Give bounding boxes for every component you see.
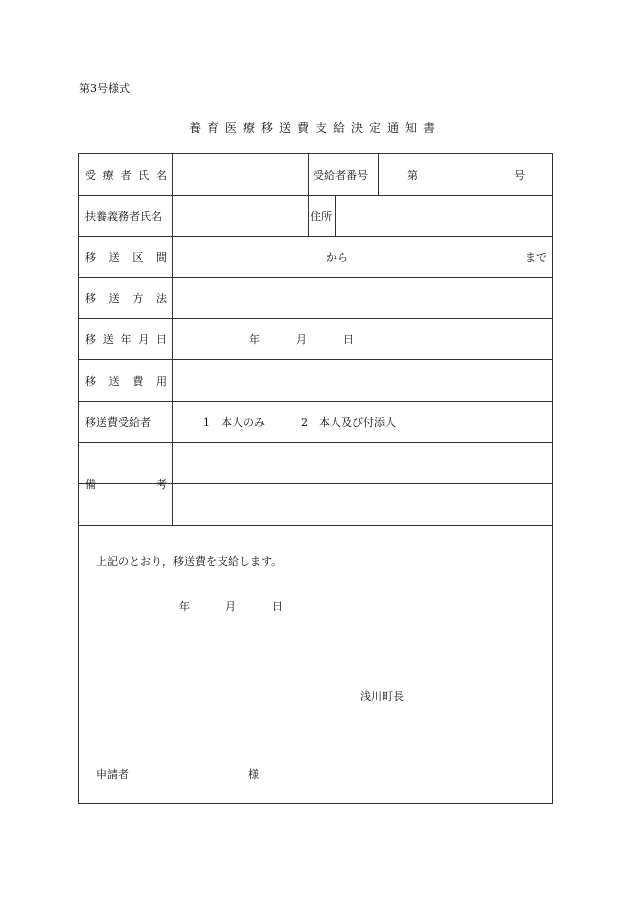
- label-transport-date: 移 送 年 月 日: [85, 333, 167, 346]
- transport-to-label: まで: [525, 251, 547, 264]
- label-column-divider: [172, 154, 173, 525]
- row-divider: [79, 442, 552, 443]
- form-table: [78, 153, 553, 804]
- row-divider: [79, 359, 552, 360]
- label-cost-recipient: 移 送 費 受 給 者: [85, 416, 151, 429]
- transport-date-day: 日: [343, 333, 354, 346]
- row-divider: [79, 277, 552, 278]
- label-remarks: 備 考: [85, 478, 167, 491]
- label-transport-method: 移 送 方 法: [85, 292, 167, 305]
- applicant-label: 申請者: [96, 768, 129, 781]
- recipient-number-suffix: 号: [514, 169, 525, 182]
- notice-issuer: 浅川町長: [360, 690, 404, 703]
- notice-year: 年: [179, 600, 190, 613]
- row-divider: [79, 318, 552, 319]
- notice-month: 月: [225, 600, 236, 613]
- cost-recipient-option-2: 2 本人及び付添人: [301, 416, 396, 429]
- cost-recipient-option-1: 1 本人のみ: [203, 416, 265, 429]
- label-transport-cost: 移 送 費 用: [85, 375, 167, 388]
- column-divider: [378, 154, 379, 195]
- transport-date-month: 月: [296, 333, 307, 346]
- transport-date-year: 年: [249, 333, 260, 346]
- notice-day: 日: [272, 600, 283, 613]
- column-divider: [335, 195, 336, 236]
- column-divider: [308, 154, 309, 236]
- label-transport-section: 移 送 区 間: [85, 251, 167, 264]
- transport-from-label: から: [326, 251, 348, 264]
- recipient-number-prefix: 第: [407, 169, 418, 182]
- row-divider: [79, 401, 552, 402]
- form-number: 第3号様式: [79, 82, 130, 95]
- row-divider: [79, 236, 552, 237]
- notice-statement: 上記のとおり，移送費を支給します。: [96, 555, 283, 568]
- row-divider: [79, 195, 552, 196]
- label-recipient-number: 受給者番号: [313, 169, 368, 182]
- applicant-honorific: 様: [248, 768, 259, 781]
- label-address: 住所: [310, 210, 332, 223]
- label-patient-name: 受 療 者 氏 名: [85, 169, 167, 182]
- document-title: 養育医療移送費支給決定通知書: [188, 121, 441, 135]
- row-divider: [79, 525, 552, 526]
- label-guardian-name: 扶 養 義 務 者 氏 名: [85, 210, 162, 223]
